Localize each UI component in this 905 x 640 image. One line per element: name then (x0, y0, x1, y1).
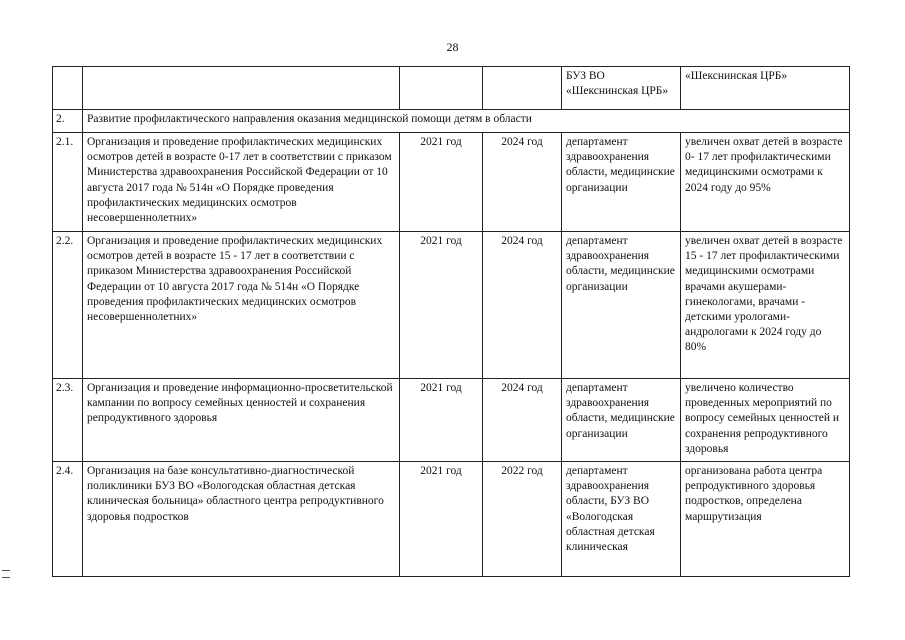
cell-result: «Шекснинская ЦРБ» (681, 67, 850, 110)
section-number: 2. (53, 110, 83, 133)
row-start: 2021 год (400, 133, 483, 232)
section-title: Развитие профилактического направления оказания медицинской помощи детям в области (83, 110, 850, 133)
table-row (53, 67, 850, 110)
row-start: 2021 год (400, 232, 483, 379)
table-row (53, 379, 850, 462)
row-responsible: департамент здравоохранения области, БУЗ ВО «Вологодская областная детская клиническая (562, 462, 681, 577)
cell-end (483, 67, 562, 110)
row-end: 2024 год (483, 232, 562, 379)
row-name: Организация и проведение информационно-просветительской кампании по вопросу семейных ценностей и сохранения репродуктивного здоровья (83, 379, 400, 462)
cell-start (400, 67, 483, 110)
table-row (53, 133, 850, 232)
cell-number (53, 67, 83, 110)
cell-responsible: БУЗ ВО «Шекснинская ЦРБ» (562, 67, 681, 110)
row-end: 2024 год (483, 379, 562, 462)
row-result: организована работа центра репродуктивного здоровья подростков, определена маршрутизация (681, 462, 850, 577)
row-number: 2.3. (53, 379, 83, 462)
table-row (53, 462, 850, 577)
row-end: 2022 год (483, 462, 562, 577)
row-responsible: департамент здравоохранения области, медицинские организации (562, 133, 681, 232)
row-name: Организация и проведение профилактических медицинских осмотров детей в возрасте 0-17 лет в соответствии с приказом Министерства здравоохранения Российской Федерации от 10 августа 2017 года № 514н «О Порядке проведения профилактических медицинских осмотров несовершеннолетних» (83, 133, 400, 232)
row-number: 2.2. (53, 232, 83, 379)
row-result: увеличен охват детей в возрасте 15 - 17 лет профилактическими медицинскими осмотрами врачами акушерами-гинекологами, врачами - детскими урологами-андрологами к 2024 году до 80% (681, 232, 850, 379)
row-name: Организация на базе консультативно-диагностической поликлиники БУЗ ВО «Вологодская областная детская клиническая больница» областного центра репродуктивного здоровья подростков (83, 462, 400, 577)
row-responsible: департамент здравоохранения области, медицинские организации (562, 232, 681, 379)
row-result: увеличено количество проведенных мероприятий по вопросу семейных ценностей и сохранения репродуктивного здоровья (681, 379, 850, 462)
row-responsible: департамент здравоохранения области, медицинские организации (562, 379, 681, 462)
margin-mark (2, 570, 10, 578)
row-number: 2.1. (53, 133, 83, 232)
row-number: 2.4. (53, 462, 83, 577)
section-row (53, 110, 850, 133)
row-end: 2024 год (483, 133, 562, 232)
row-start: 2021 год (400, 379, 483, 462)
row-name: Организация и проведение профилактических медицинских осмотров детей в возрасте 15 - 17 лет в соответствии с приказом Министерства здравоохранения Российской Федерации от 10 августа 2017 года № 514н «О Порядке проведения профилактических медицинских осмотров несовершеннолетних» (83, 232, 400, 379)
page-number: 28 (446, 40, 459, 54)
cell-name (83, 67, 400, 110)
row-start: 2021 год (400, 462, 483, 577)
measures-table (52, 66, 850, 577)
row-result: увеличен охват детей в возрасте 0- 17 лет профилактическими медицинскими осмотрами к 2024 году до 95% (681, 133, 850, 232)
table-row (53, 232, 850, 379)
